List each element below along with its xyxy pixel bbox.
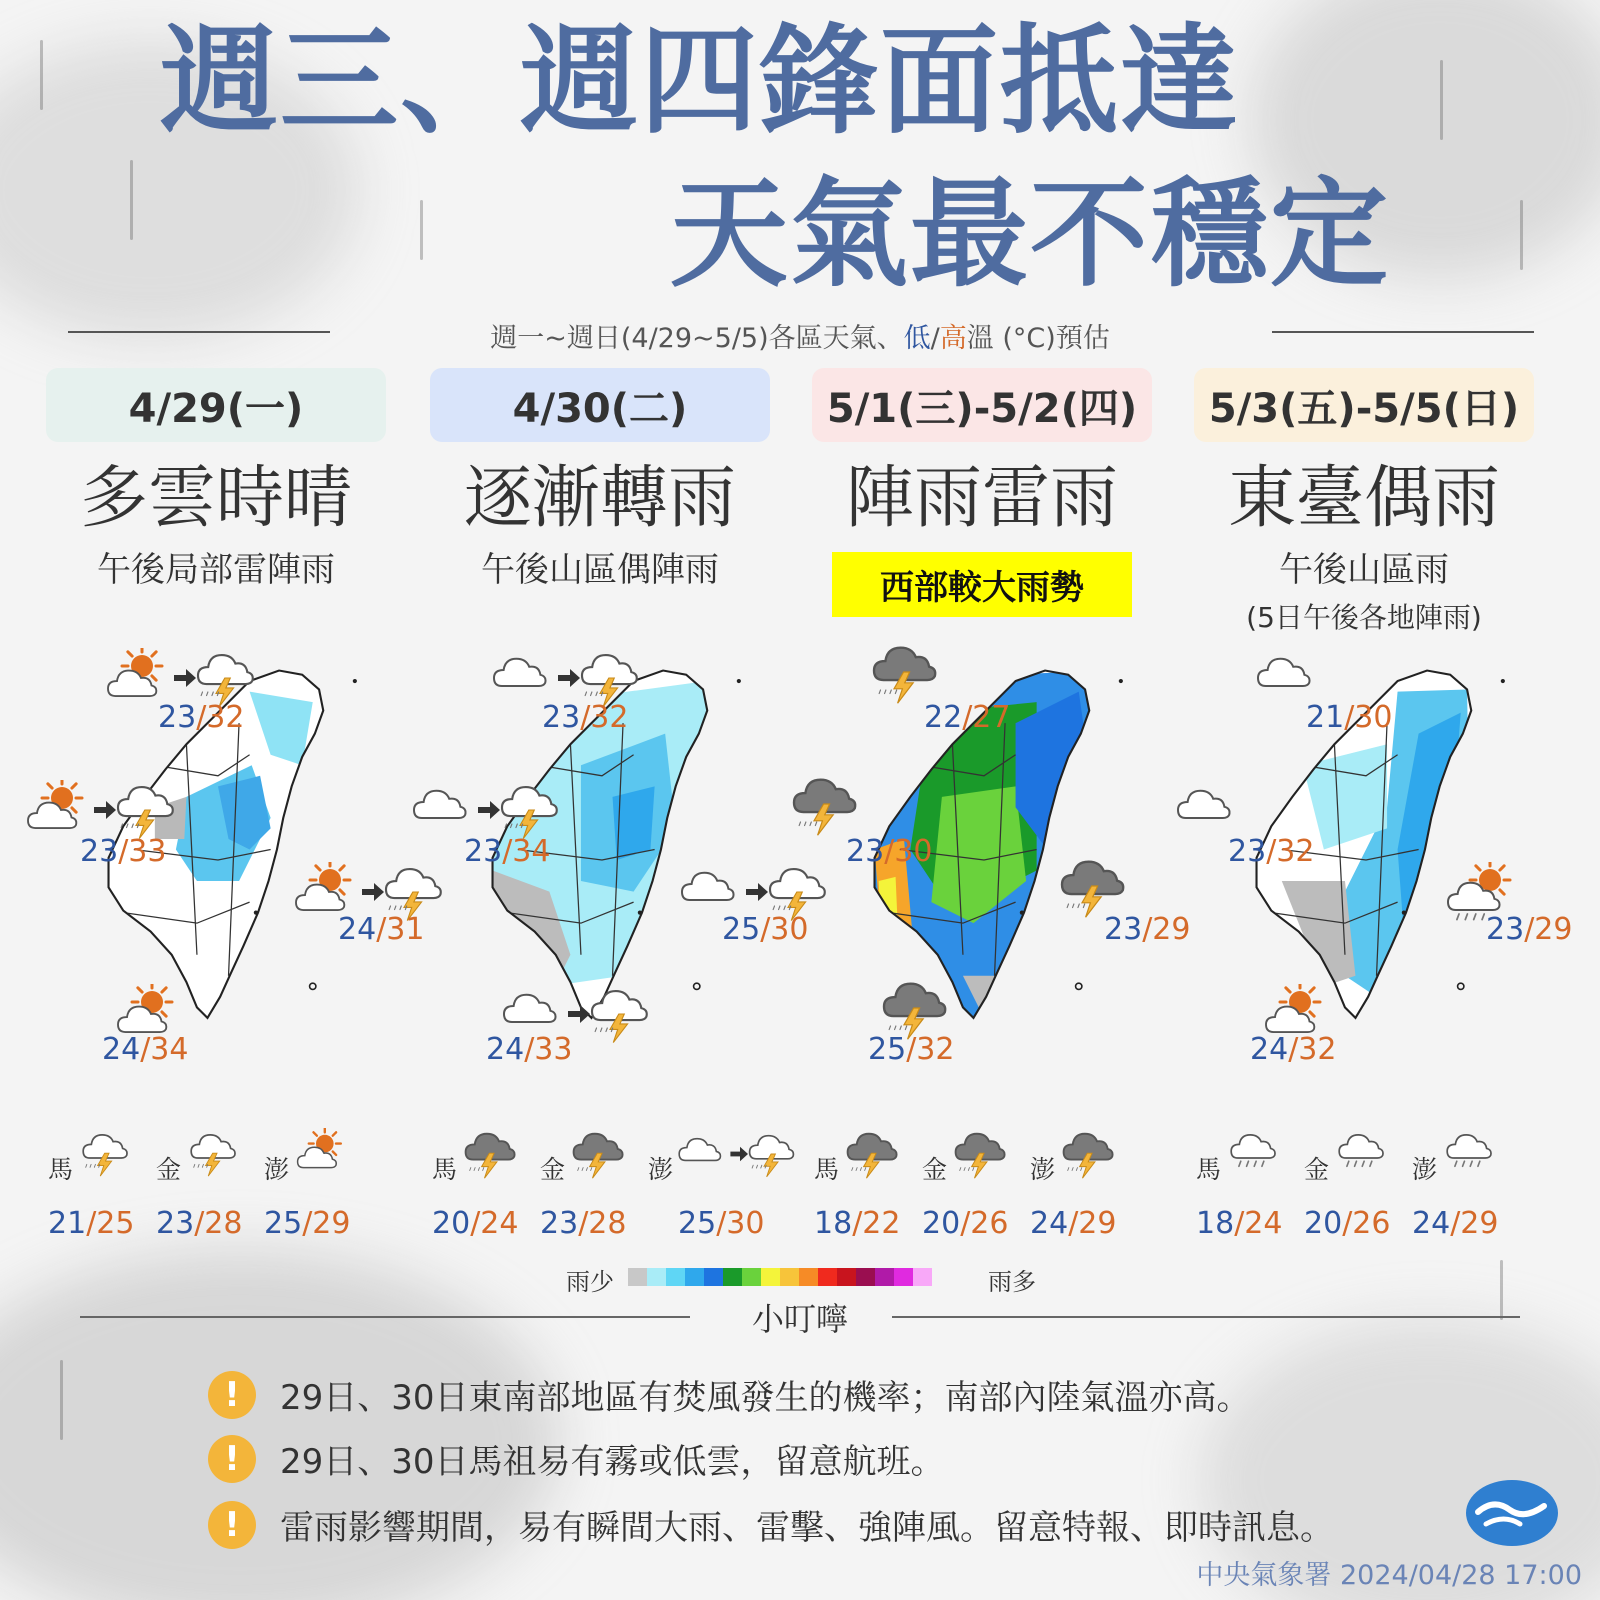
main-title-line2: 天氣最不穩定 (670, 165, 1391, 303)
forecast-column (46, 368, 386, 594)
legend-swatch (742, 1268, 761, 1286)
island-temperature: 23/28 (156, 1206, 243, 1241)
island-weather-icon (572, 1128, 636, 1192)
region-temperature: 23/32 (1228, 834, 1315, 869)
legend-swatch (704, 1268, 723, 1286)
legend-swatch (761, 1268, 780, 1286)
date-pill: 5/1(三)-5/2(四) (812, 368, 1152, 442)
date-pill: 5/3(五)-5/5(日) (1194, 368, 1534, 442)
region-temperature: 23/32 (542, 700, 629, 735)
region-temperature: 23/30 (846, 834, 933, 869)
footer (1196, 1553, 1582, 1592)
island-label: 金 (156, 1155, 182, 1184)
tip-item (208, 1434, 945, 1483)
island-weather-icon (1336, 1128, 1400, 1192)
forecast-column (1194, 368, 1534, 640)
condition-text: 陣雨雷雨 (845, 459, 1118, 538)
island-label: 澎 (1412, 1155, 1438, 1184)
island-label: 馬 (814, 1155, 840, 1184)
island-temperature: 21/25 (48, 1206, 135, 1241)
island-weather-icon (1444, 1128, 1508, 1192)
tip-item (208, 1370, 1251, 1419)
island-label: 金 (1304, 1155, 1330, 1184)
subcondition-text: 午後山區雨 (5日午後各地陣雨) (1246, 550, 1482, 635)
legend-more-label: 雨多 (988, 1268, 1036, 1296)
legend-color-bar (628, 1268, 932, 1286)
island-weather-icon (464, 1128, 528, 1192)
legend-swatch (799, 1268, 818, 1286)
legend-swatch (818, 1268, 837, 1286)
island-temperature: 18/24 (1196, 1206, 1283, 1241)
region-temperature: 25/30 (722, 912, 809, 947)
legend-swatch (856, 1268, 875, 1286)
island-temperature: 20/24 (432, 1206, 519, 1241)
region-temperature: 24/32 (1250, 1032, 1337, 1067)
main-title-line1: 週三、週四鋒面抵達 (160, 12, 1241, 150)
issue-timestamp: 2024/04/28 17:00 (1339, 1560, 1582, 1591)
island-temperature: 24/29 (1030, 1206, 1117, 1241)
legend-swatch (723, 1268, 742, 1286)
subtitle: 週一~週日(4/29~5/5)各區天氣、低/高溫 (°C)預估 (490, 323, 1110, 354)
condition-text: 逐漸轉雨 (463, 459, 736, 538)
agency-name: 中央氣象署 (1196, 1560, 1332, 1591)
region-temperature: 24/31 (338, 912, 425, 947)
tip-item (208, 1500, 1334, 1549)
highlight-badge: 西部較大雨勢 (832, 552, 1132, 617)
island-label: 澎 (648, 1155, 674, 1184)
warning-icon: ! (208, 1435, 256, 1483)
island-temperature: 23/28 (540, 1206, 627, 1241)
island-weather-icon (296, 1128, 360, 1192)
legend-swatch (913, 1268, 932, 1286)
region-temperature: 23/34 (464, 834, 551, 869)
region-temperature: 24/33 (486, 1032, 573, 1067)
island-label: 金 (922, 1155, 948, 1184)
island-label: 馬 (432, 1155, 458, 1184)
island-label: 澎 (264, 1155, 290, 1184)
island-label: 澎 (1030, 1155, 1056, 1184)
tip-text: 雷雨影響期間，易有瞬間大雨、雷擊、強陣風。留意特報、即時訊息。 (280, 1508, 1334, 1548)
date-pill: 4/30(二) (430, 368, 770, 442)
island-temperature: 25/30 (678, 1206, 765, 1241)
island-temperature: 25/29 (264, 1206, 351, 1241)
tips-rule-right (892, 1316, 1520, 1318)
island-temperature: 20/26 (1304, 1206, 1391, 1241)
legend-swatch (894, 1268, 913, 1286)
forecast-column (812, 368, 1152, 617)
island-label: 金 (540, 1155, 566, 1184)
tips-title: 小叮嚀 (751, 1300, 848, 1338)
date-pill: 4/29(一) (46, 368, 386, 442)
island-label: 馬 (48, 1155, 74, 1184)
legend-swatch (780, 1268, 799, 1286)
island-weather-icon (1062, 1128, 1126, 1192)
condition-text: 多雲時晴 (79, 459, 352, 538)
island-label: 馬 (1196, 1155, 1222, 1184)
legend-swatch (685, 1268, 704, 1286)
warning-icon: ! (208, 1501, 256, 1549)
legend-swatch (647, 1268, 666, 1286)
forecast-column (430, 368, 770, 594)
region-temperature: 25/32 (868, 1032, 955, 1067)
legend-swatch (666, 1268, 685, 1286)
region-temperature: 22/27 (924, 700, 1011, 735)
region-temperature: 21/30 (1306, 700, 1393, 735)
region-temperature: 23/32 (158, 700, 245, 735)
warning-icon: ! (208, 1371, 256, 1419)
legend-swatch (875, 1268, 894, 1286)
island-temperature: 24/29 (1412, 1206, 1499, 1241)
island-weather-icon (188, 1128, 252, 1192)
region-temperature: 23/33 (80, 834, 167, 869)
island-weather-icon (954, 1128, 1018, 1192)
cwa-logo-icon (1464, 1478, 1560, 1548)
region-temperature: 23/29 (1104, 912, 1191, 947)
legend-swatch (837, 1268, 856, 1286)
island-weather-icon (846, 1128, 910, 1192)
island-temperature: 18/22 (814, 1206, 901, 1241)
island-weather-icon (80, 1128, 144, 1192)
legend-swatch (628, 1268, 647, 1286)
island-weather-icon (1228, 1128, 1292, 1192)
subcondition-text: 午後局部雷陣雨 (97, 550, 335, 591)
subcondition-text: 午後山區偶陣雨 (481, 550, 719, 591)
island-weather-icon (676, 1128, 796, 1192)
legend-less-label: 雨少 (566, 1268, 614, 1296)
tip-text: 29日、30日馬祖易有霧或低雲，留意航班。 (280, 1442, 945, 1482)
island-temperature: 20/26 (922, 1206, 1009, 1241)
tip-text: 29日、30日東南部地區有焚風發生的機率；南部內陸氣溫亦高。 (280, 1378, 1251, 1418)
region-temperature: 24/34 (102, 1032, 189, 1067)
condition-text: 東臺偶雨 (1227, 459, 1500, 538)
region-temperature: 23/29 (1486, 912, 1573, 947)
